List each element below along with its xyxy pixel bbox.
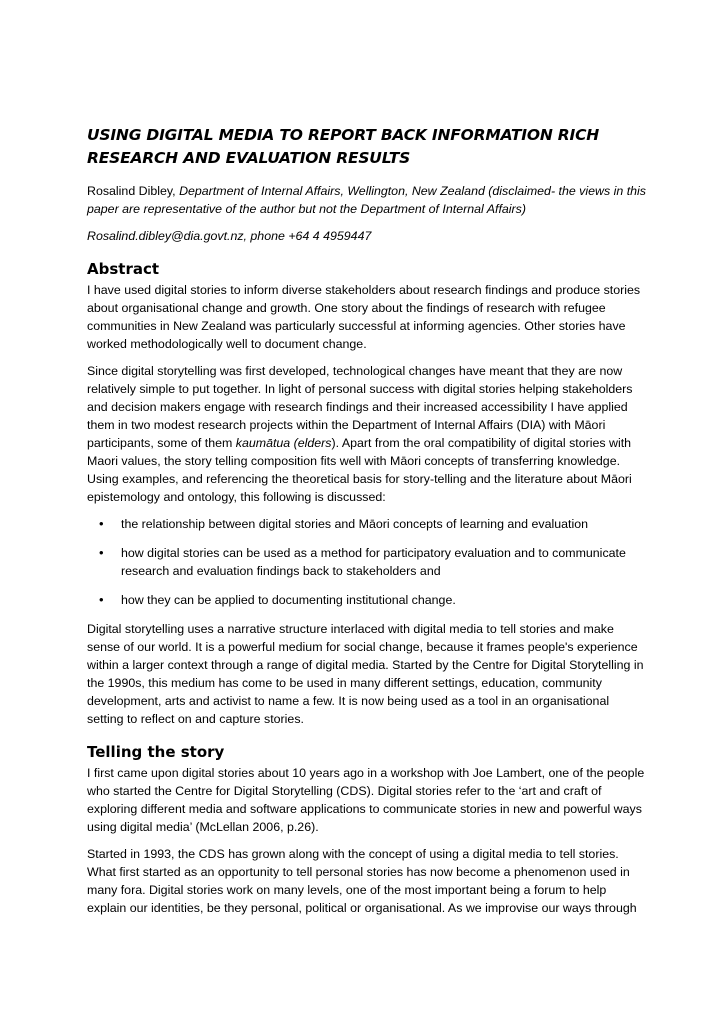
abstract-p2-text-a: Since digital storytelling was first developed, technological changes have meant that they are now relatively simple to put together. In light of personal success with digital stories helping stakeholders and decision makers engage with research findings and their increased accessibility I have applied them in two modest research projects within the Department of Internal Affairs (DIA) with Māori participants, some of them <box>87 364 633 450</box>
bullet-icon: • <box>99 545 104 560</box>
abstract-heading: Abstract <box>87 260 160 278</box>
title-line-2: RESEARCH AND EVALUATION RESULTS <box>87 149 411 167</box>
paper-page <box>87 124 647 926</box>
abstract-paragraph-1: I have used digital stories to inform diverse stakeholders about research findings and produce stories about organisational change and growth. One story about the findings of research with refugee communities in New Zealand was particularly successful at informing agencies. Other stories have worked methodologically well to document change. <box>87 283 641 351</box>
contact-details: Rosalind.dibley@dia.govt.nz, phone +64 4 4959447 <box>87 229 372 243</box>
abstract-p2-italic: kaumātua (elders <box>235 436 332 450</box>
list-item-text: the relationship between digital stories and Māori concepts of learning and evaluation <box>121 517 589 531</box>
list-item <box>87 591 647 609</box>
list-item <box>87 515 647 533</box>
author-name: Rosalind Dibley, <box>87 184 180 198</box>
list-item <box>87 544 647 580</box>
telling-story-heading: Telling the story <box>87 743 225 761</box>
abstract-bullet-list <box>87 515 647 609</box>
contact-line <box>87 227 647 245</box>
list-item-text: how they can be applied to documenting institutional change. <box>121 593 456 607</box>
abstract-p2-text-b: ). Apart from the oral compatibility of digital stories with Maori values, the story telling composition fits well with Māori concepts of transferring knowledge. Using examples, and referencing the theoretical basis for story-telling and the literature about Māori epistemology and ontology, this following is discussed: <box>87 436 632 504</box>
paper-title <box>87 124 647 170</box>
author-affiliation: Department of Internal Affairs, Wellington, New Zealand (disclaimed- the views in this paper are representative of the author but not the Department of Internal Affairs) <box>87 184 646 216</box>
bullet-icon: • <box>99 516 104 531</box>
title-line-1: USING DIGITAL MEDIA TO REPORT BACK INFORMATION RICH <box>87 126 600 144</box>
abstract-paragraph-3: Digital storytelling uses a narrative structure interlaced with digital media to tell stories and make sense of our world. It is a powerful medium for social change, because it frames people's experience within a larger context through a range of digital media. Started by the Centre for Digital Storytelling in the 1990s, this medium has come to be used in many different settings, education, community development, arts and activist to name a few. It is now being used as a tool in an organisational setting to reflect on and capture stories. <box>87 622 644 726</box>
author-line <box>87 182 647 218</box>
telling-paragraph-1: I first came upon digital stories about 10 years ago in a workshop with Joe Lambert, one of the people who started the Centre for Digital Storytelling (CDS). Digital stories refer to the ‘art and craft of exploring different media and software applications to communicate stories in new and powerful ways using digital media’ (McLellan 2006, p.26). <box>87 766 645 834</box>
abstract-paragraph-2 <box>87 362 647 506</box>
bullet-icon: • <box>99 592 104 607</box>
list-item-text: how digital stories can be used as a method for participatory evaluation and to communicate research and evaluation findings back to stakeholders and <box>121 546 626 578</box>
telling-paragraph-2: Started in 1993, the CDS has grown along with the concept of using a digital media to tell stories. What first started as an opportunity to tell personal stories has now become a phenomenon used in many fora. Digital stories work on many levels, one of the most important being a forum to help explain our identities, be they personal, political or organisational. As we improvise our ways through <box>87 847 637 915</box>
